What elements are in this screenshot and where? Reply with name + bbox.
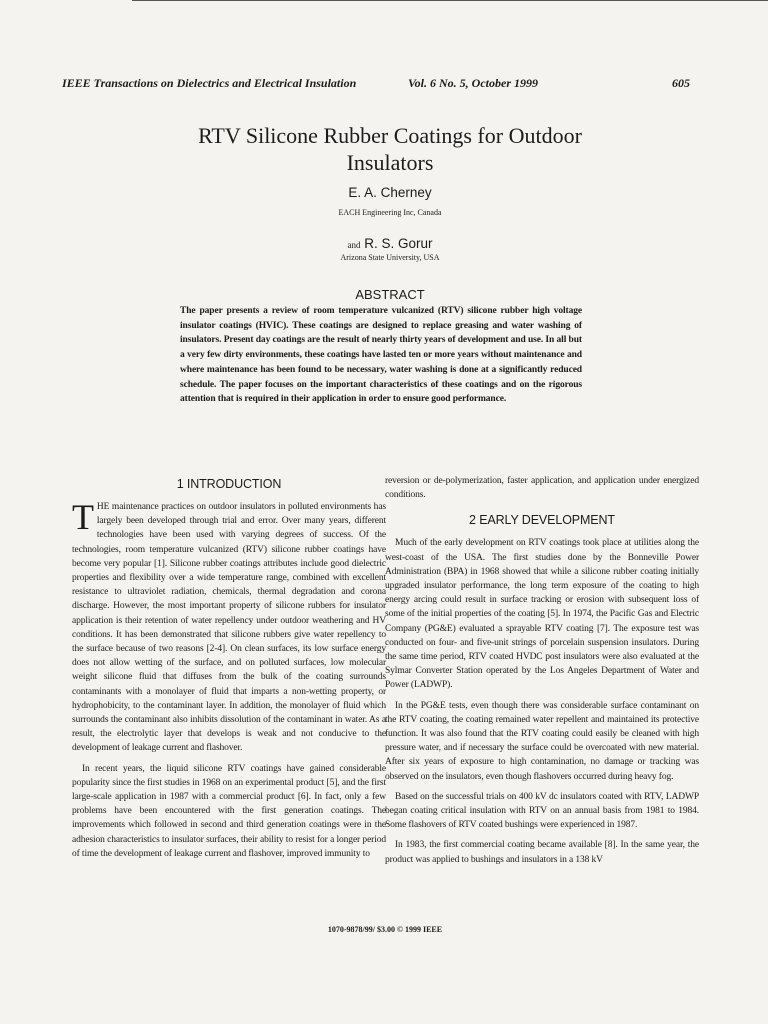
author-1-name: E. A. Cherney [348,185,432,200]
early-paragraph-3: Based on the successful trials on 400 kV dc insulators coated with RTV, LADWP began coating critical insulation with RTV on an annual basis from 1981 to 1984. Some flashovers of RTV coated bushings were experienced in 1987. [385,791,699,831]
intro-paragraph-1 [72,497,386,756]
author-2-affiliation: Arizona State University, USA [340,253,440,262]
abstract-heading: ABSTRACT [355,287,425,302]
top-rule [132,0,768,1]
drop-cap: T [72,497,94,537]
paper-title [130,122,650,176]
author-1 [150,185,630,200]
right-column [385,474,699,867]
early-paragraph-2: In the PG&E tests, even though there was considerable surface contaminant on the RTV coating, the coating remained water repellent and maintained its protective function. It was also found that the RTV coating could easily be cleaned with high pressure water, and if necessary the surface could be overcoated with new material. After six years of exposure to high contamination, no damage or tracking was observed on the insulators, even though flashovers occurred during heavy fog. [385,700,699,782]
section-heading-introduction: 1 INTRODUCTION [176,477,282,491]
intro-paragraph-1-text: HE maintenance practices on outdoor insulators in polluted environments has largely been developed through trial and error. Over many years, different technologies have been used with varying degrees of success. Of the technologies, room temperature vulcanized (RTV) silicone rubber coatings have become very popular [1]. Silicone rubber coatings attributes include good dielectric properties and flexibility over a wide temperature range, combined with excellent resistance to ultraviolet radiation, chemicals, thermal degradation and corona discharge. However, the most important property of silicone rubbers for insulator application is their retention of water repellency under outdoor weathering and HV conditions. It has been demonstrated that silicone rubbers give water repellency to the surface because of two reasons [2-4]. On clean surfaces, its low surface energy does not allow wetting of the surface, and on polluted surfaces, low molecular weight silicone fluid that diffuses from the bulk of the coating surrounds contaminants with a monolayer of fluid that imparts a non-wetting property, or hydrophobicity, to the contaminant layer. In addition, the monolayer of fluid which surrounds the contaminant also inhibits dissolution of the contaminant in water. As a result, the electrolytic layer that develops is weak and not conducive to the development of leakage current and flashover. [72,502,386,754]
title-line-1: RTV Silicone Rubber Coatings for Outdoor [198,123,582,148]
abstract-body [180,304,582,407]
page-number: 605 [672,76,690,90]
intro-paragraph-3: reversion or de-polymerization, faster application, and application under energized conditions. [385,476,699,501]
author-1-affiliation: EACH Engineering Inc, Canada [338,208,442,217]
left-column [72,474,386,861]
early-paragraph-1: Much of the early development on RTV coatings took place at utilities along the west-coast of the USA. The first studies done by the Bonneville Power Administration (BPA) in 1968 showed that while a silicone rubber coating initially upgraded insulator performance, the long term exposure of the coating to high energy arcing could result in surface tracking or erosion with subsequent loss of some of the initial properties of the coating [5]. In 1974, the Pacific Gas and Electric Company (PG&E) evaluated a sprayable RTV coating [7]. The exposure test was conducted on four- and five-unit strings of porcelain suspension insulators. During the same time period, RTV coated HVDC post insulators were also evaluated at the Sylmar Converter Station operated by the Los Angeles Department of Water and Power (LADWP). [385,538,699,691]
early-paragraph-4: In 1983, the first commercial coating became available [8]. In the same year, the product was applied to bushings and insulators in a 138 kV [385,840,699,865]
volume-info: Vol. 6 No. 5, October 1999 [408,76,538,90]
author-2-name: R. S. Gorur [364,236,433,251]
section-heading-early-development: 2 EARLY DEVELOPMENT [469,513,615,528]
author-2 [150,236,630,251]
title-line-2: Insulators [346,150,434,175]
abstract-text: The paper presents a review of room temperature vulcanized (RTV) silicone rubber high voltage insulator coatings (HVIC). These coatings are designed to replace greasing and water washing of insulators. Present day coatings are the result of nearly thirty years of development and use. In all but a very few dirty environments, these coatings have lasted ten or more years without maintenance and where maintenance has been found to be necessary, water washing is done at a significantly reduced schedule. The paper focuses on the important characteristics of these coatings and on the rigorous attention that is required in their application in order to ensure good performance. [180,306,582,405]
copyright-footer: 1070-9878/99/ $3.00 © 1999 IEEE [327,925,443,934]
running-header [62,76,690,94]
journal-name: IEEE Transactions on Dielectrics and Electrical Insulation [62,76,357,90]
author-conjunction: and [347,240,361,250]
intro-paragraph-2: In recent years, the liquid silicone RTV coatings have gained considerable popularity since the first studies in 1968 on an experimental product [5], and the first large-scale application in 1987 with a commercial product [6]. In fact, only a few problems have been encountered with the first generation coatings. The improvements which followed in second and third generation coatings were in the adhesion characteristics to insulator surfaces, their ability to resist for a longer period of time the development of leakage current and flashover, improved immunity to [72,763,386,859]
